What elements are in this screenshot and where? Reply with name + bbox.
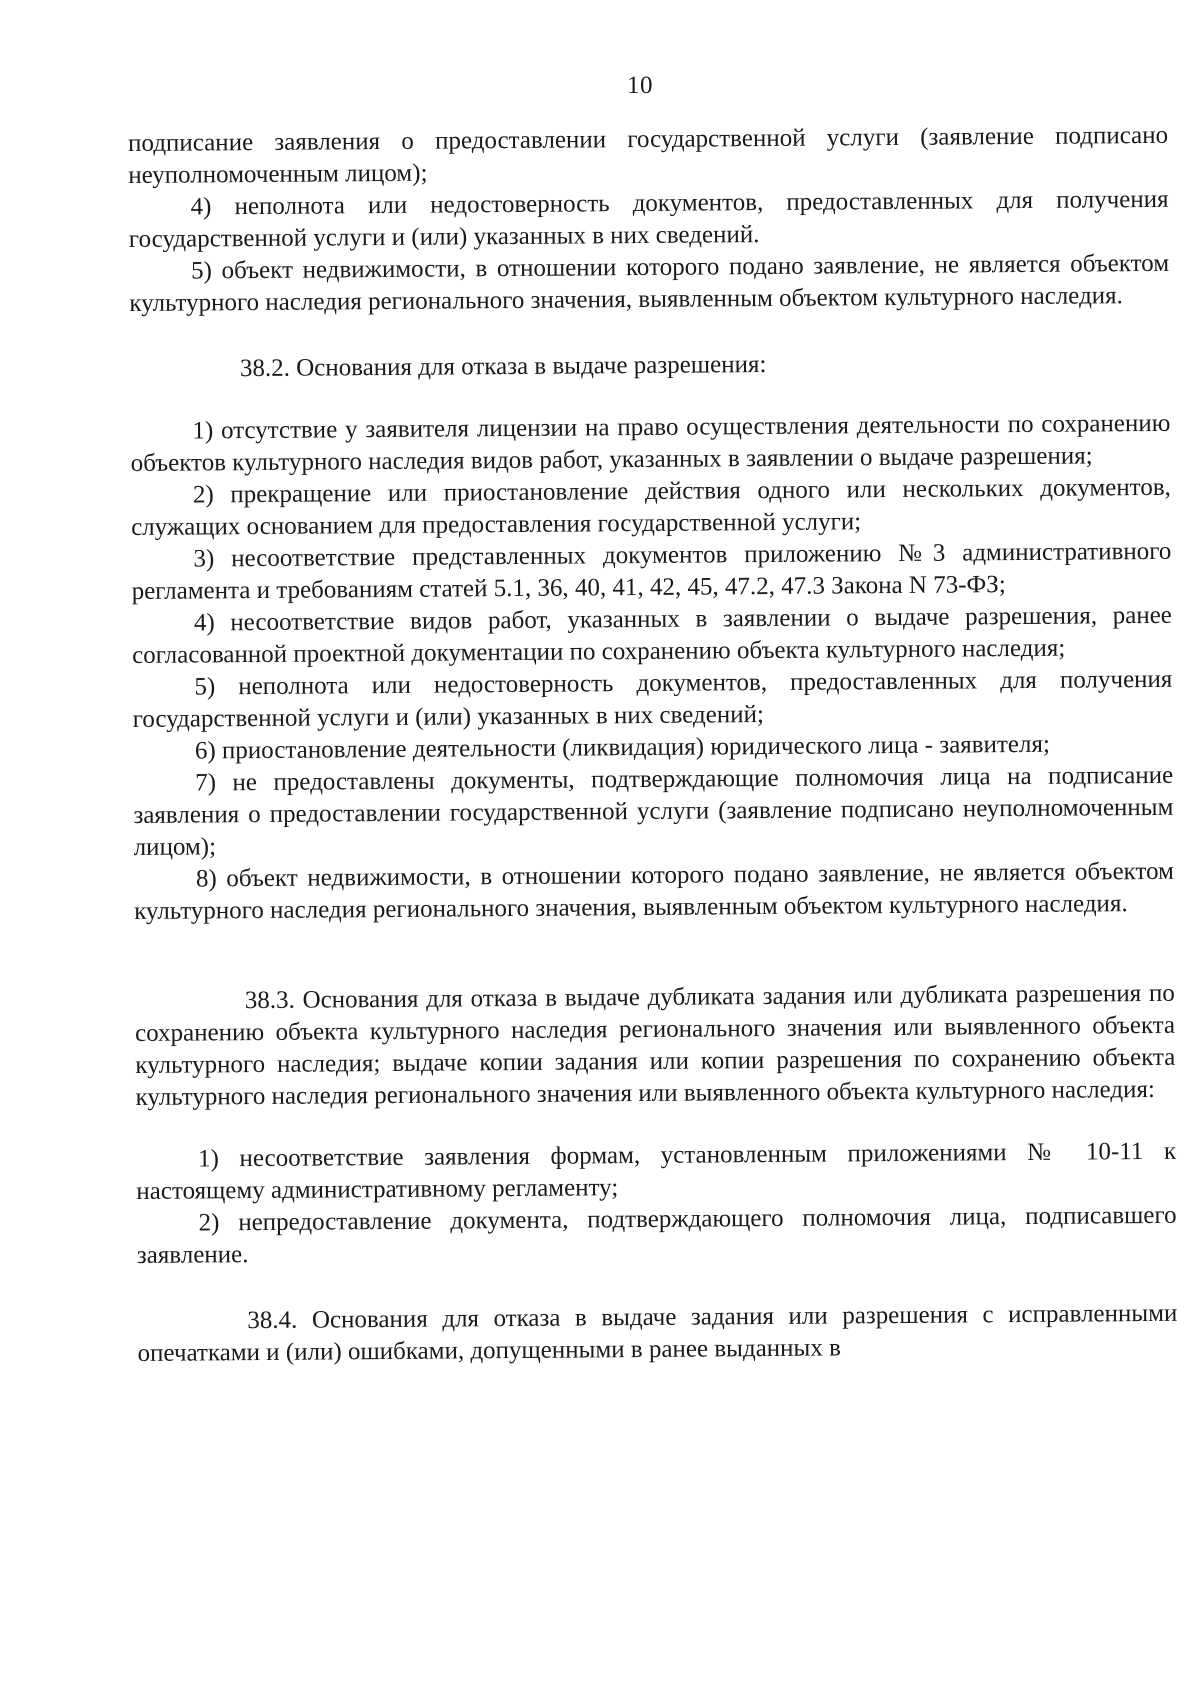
paragraph-38-2-item-6: 6) приостановление деятельности (ликвидация) юридического лица - заявителя; (194, 730, 1050, 765)
section-heading-38-2: 38.2. Основания для отказа в выдаче разрешения: (239, 350, 767, 383)
paragraph-38-2-item-4: 4) несоответствие видов работ, указанных в заявлении о выдаче разрешения, ранее согласованной проектной документации по сохранению объекта культурного наследия; (132, 601, 1172, 669)
paragraph-item-5: 5) объект недвижимости, в отношении которого подано заявление, не является объектом культурного наследия регионального значения, выявленным объектом культурного наследия. (129, 249, 1170, 317)
section-heading-38-3: 38.3. Основания для отказа в выдаче дубликата задания или дубликата разрешения по сохранению объекта культурного наследия регионального значения или выявленного объекта культурного наследия; выдаче копии задания или копии разрешения по сохранению объекта культурного наследия регионального значения или выявленного объекта культурного наследия: (135, 979, 1176, 1111)
paragraph-38-2-item-7: 7) не предоставлены документы, подтверждающие полномочия лица на подписание заявления о предоставлении государственной услуги (заявление подписано неуполномоченным лицом); (133, 761, 1174, 861)
paragraph-38-3-item-1: 1) несоответствие заявления формам, установленным приложениями № 10-11 к настоящему административному регламенту; (136, 1137, 1177, 1205)
paragraph-38-2-item-3: 3) несоответствие представленных документов приложению №3 административного регламента и требованиям статей 5.1, 36, 40, 41, 42, 45, 47.2, 47.3 Закона N 73-ФЗ; (131, 537, 1172, 605)
section-heading-38-4: 38.4. Основания для отказа в выдаче задания или разрешения с исправленными опечатками и (или) ошибками, допущенными в ранее выданных в (137, 1299, 1178, 1367)
paragraph-38-2-item-1: 1) отсутствие у заявителя лицензии на право осуществления деятельности по сохранению объектов культурного наследия видов работ, указанных в заявлении о выдаче разрешения; (130, 409, 1171, 477)
paragraph-38-3-item-2: 2) непредоставление документа, подтверждающего полномочия лица, подписавшего заявление. (136, 1201, 1177, 1269)
paragraph-38-2-item-2: 2) прекращение или приостановление действия одного или нескольких документов, служащих основанием для предоставления государственной услуги; (131, 473, 1171, 541)
paragraph-continuation: подписание заявления о предоставлении государственной услуги (заявление подписано неуполномоченным лицом); (128, 121, 1169, 189)
page-number: 10 (627, 72, 653, 99)
document-body (128, 120, 1178, 1370)
paragraph-item-4: 4) неполнота или недостоверность документов, предоставленных для получения государственной услуги и (или) указанных в них сведений. (128, 185, 1169, 253)
paragraph-38-2-item-5: 5) неполнота или недостоверность документов, предоставленных для получения государственной услуги и (или) указанных в них сведений; (132, 665, 1173, 733)
paragraph-38-2-item-8: 8) объект недвижимости, в отношении которого подано заявление, не является объектом культурного наследия регионального значения, выявленным объектом культурного наследия. (134, 857, 1174, 925)
